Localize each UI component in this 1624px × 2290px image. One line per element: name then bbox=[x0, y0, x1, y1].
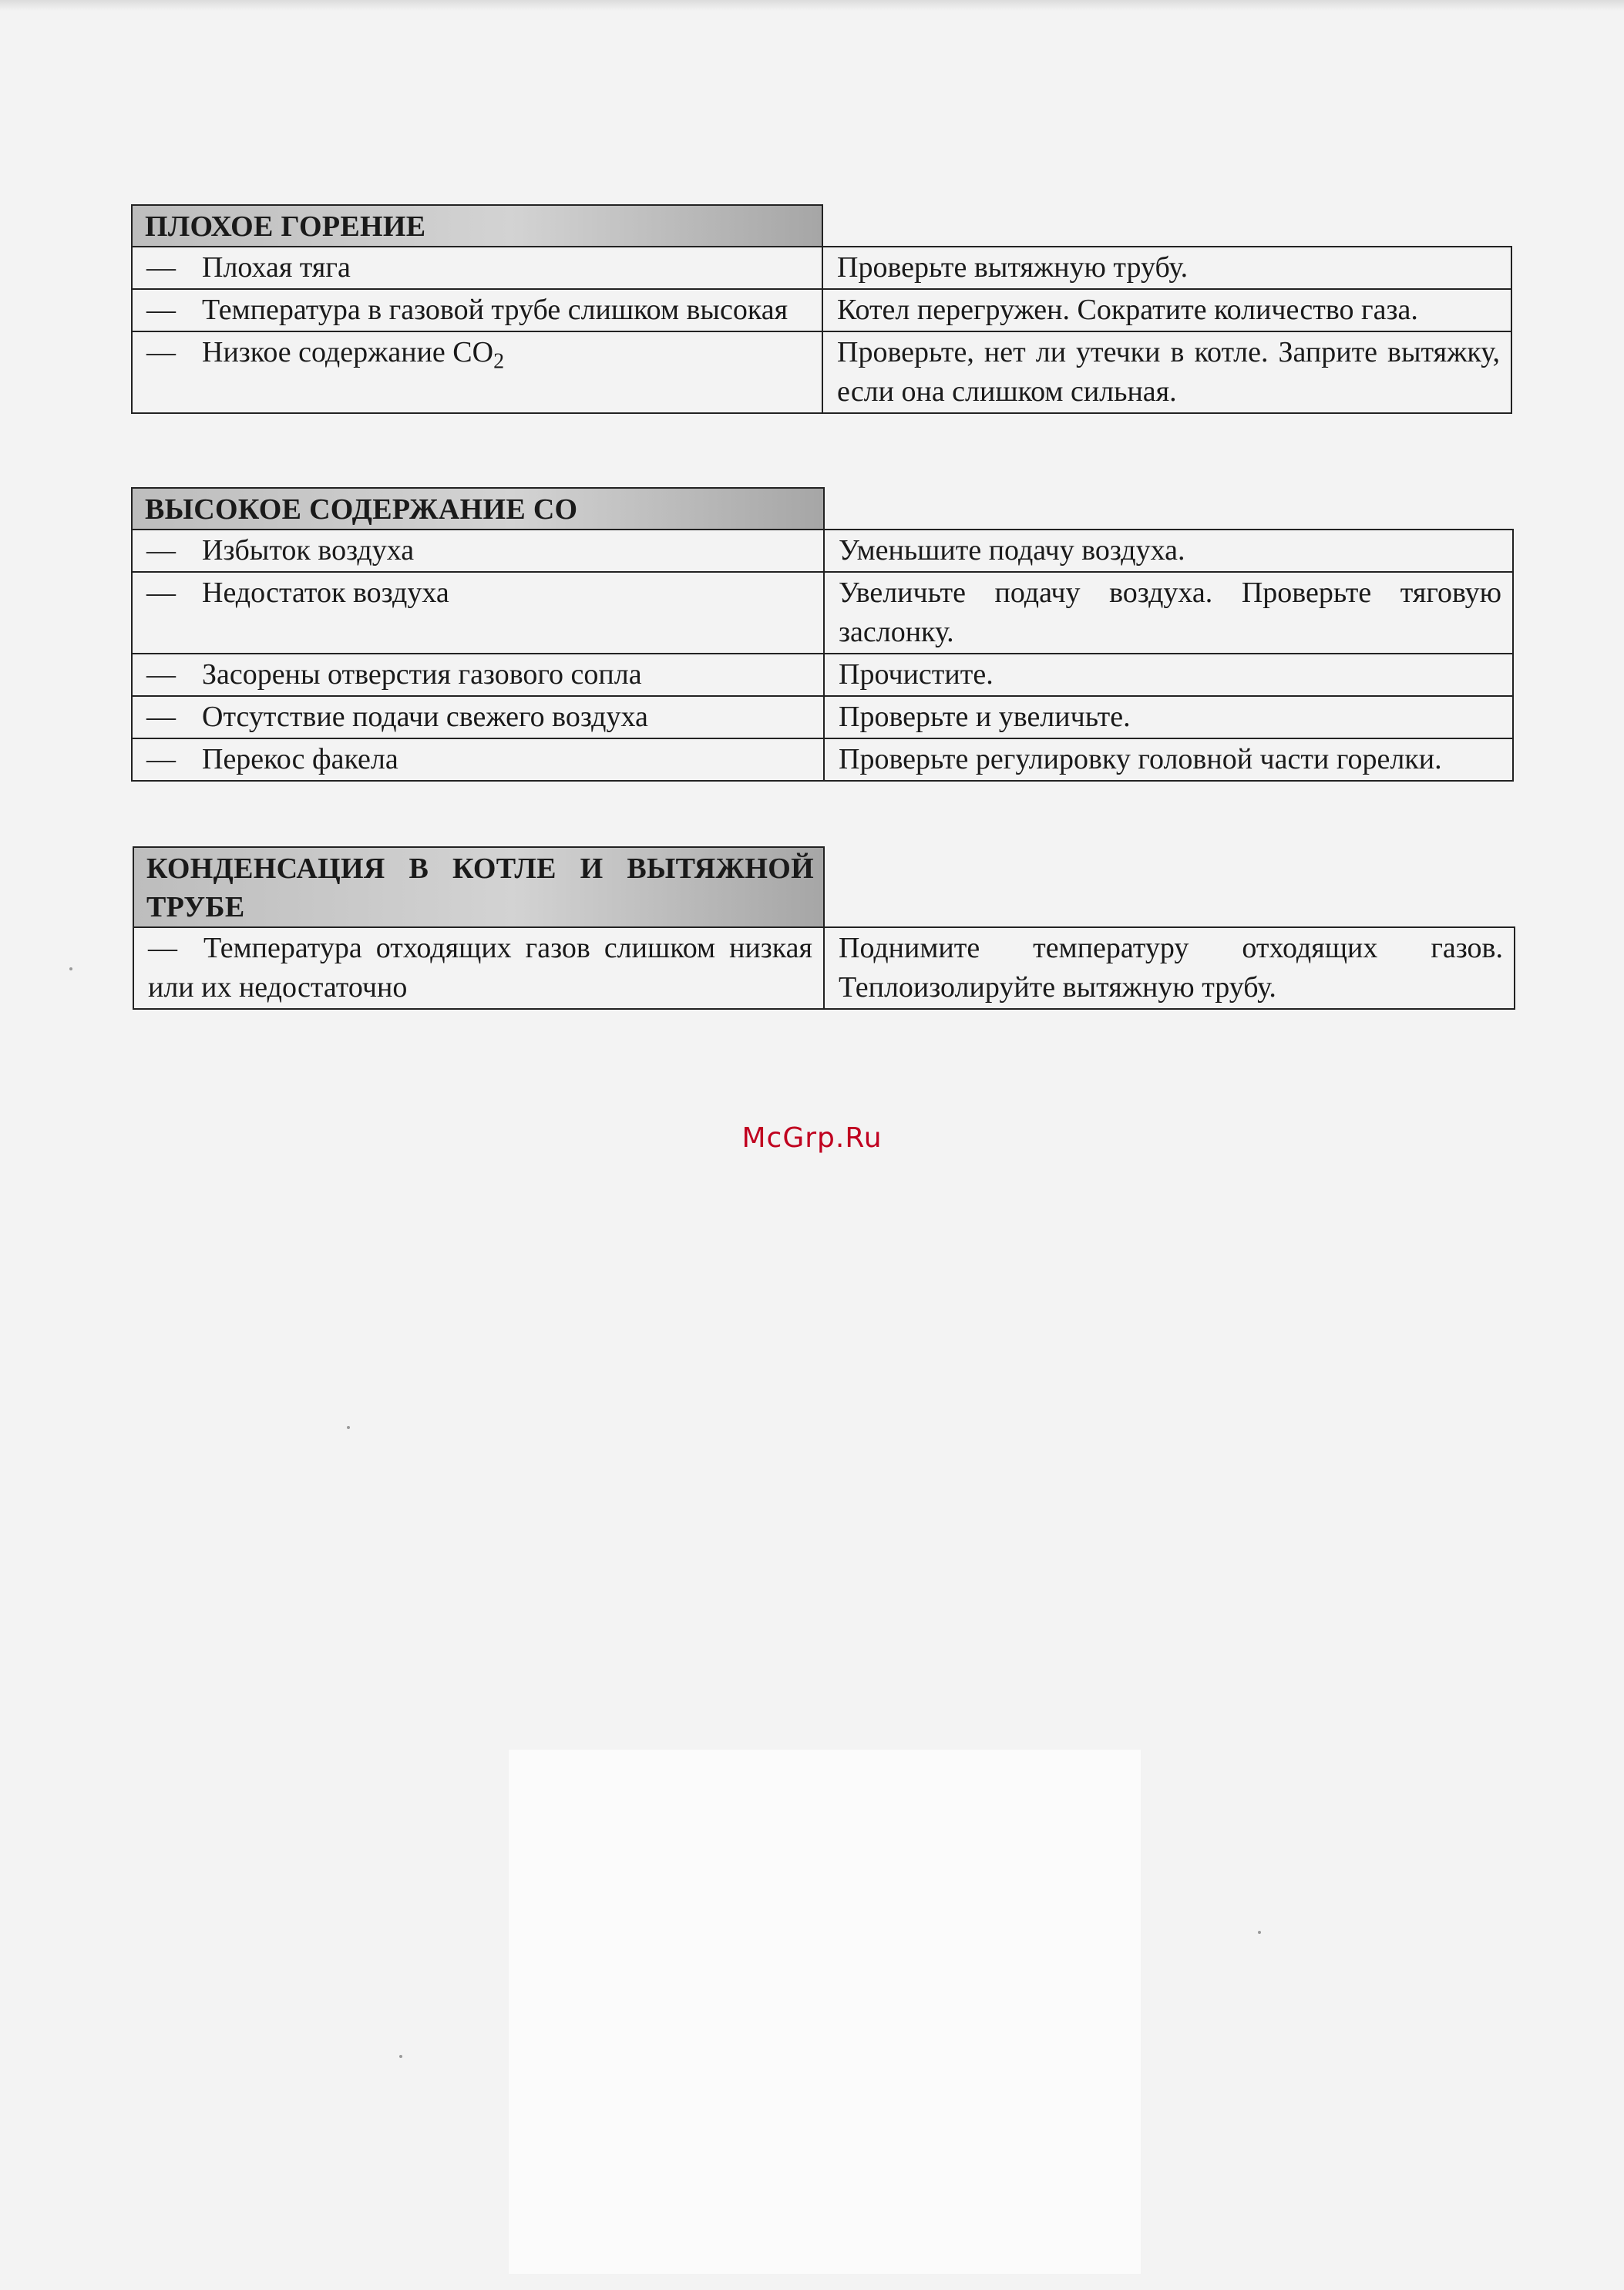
blank-scan-area bbox=[509, 1750, 1141, 2274]
dash-bullet: — bbox=[146, 577, 176, 609]
cause-text: Отсутствие подачи свежего воздуха bbox=[202, 701, 648, 733]
table-row bbox=[132, 738, 1513, 781]
remedy-cell: Котел перегружен. Сократите количество газа. bbox=[822, 289, 1511, 331]
section-title: КОНДЕНСАЦИЯ В КОТЛЕ И ВЫТЯЖНОЙ ТРУБЕ bbox=[133, 847, 824, 927]
remedy-cell: Уменьшите подачу воздуха. bbox=[824, 530, 1513, 572]
table-row bbox=[132, 289, 1511, 331]
table-row bbox=[132, 530, 1513, 572]
table-row bbox=[133, 927, 1515, 1009]
cause-cell bbox=[132, 289, 822, 331]
remedy-cell: Увеличьте подачу воздуха. Проверьте тяговую заслонку. bbox=[824, 572, 1513, 654]
subscript: 2 bbox=[493, 349, 505, 374]
dash-bullet: — bbox=[148, 932, 177, 964]
cause-text: Избыток воздуха bbox=[202, 534, 415, 567]
section-title: ВЫСОКОЕ СОДЕРЖАНИЕ СО bbox=[132, 488, 824, 530]
cause-cell bbox=[132, 738, 824, 781]
dash-bullet: — bbox=[146, 336, 176, 368]
scan-speck bbox=[69, 967, 72, 970]
scan-speck bbox=[1258, 1931, 1261, 1934]
dash-bullet: — bbox=[146, 658, 176, 691]
dash-bullet: — bbox=[146, 743, 176, 775]
dash-bullet: — bbox=[146, 701, 176, 733]
table-row bbox=[132, 331, 1511, 413]
remedy-cell: Проверьте вытяжную трубу. bbox=[822, 247, 1511, 289]
remedy-cell: Прочистите. bbox=[824, 654, 1513, 696]
scan-speck bbox=[347, 1426, 350, 1429]
watermark: McGrp.Ru bbox=[741, 1122, 883, 1154]
cause-text: Плохая тяга bbox=[202, 251, 351, 284]
section-poor-combustion bbox=[131, 204, 1512, 414]
remedy-cell: Поднимите температуру отходящих газов. Теплоизолируйте вытяжную трубу. bbox=[824, 927, 1515, 1009]
scan-edge bbox=[0, 0, 1624, 11]
section-high-co bbox=[131, 487, 1514, 782]
dash-bullet: — bbox=[146, 294, 176, 326]
cause-cell bbox=[132, 696, 824, 738]
remedy-cell: Проверьте регулировку головной части горелки. bbox=[824, 738, 1513, 781]
cause-text: Температура в газовой трубе слишком высокая bbox=[202, 294, 788, 326]
cause-text: Перекос факела bbox=[202, 743, 398, 775]
cause-cell bbox=[132, 247, 822, 289]
scan-speck bbox=[399, 2055, 402, 2058]
cause-text: Засорены отверстия газового сопла bbox=[202, 658, 642, 691]
dash-bullet: — bbox=[146, 534, 176, 567]
cause-cell bbox=[132, 331, 822, 413]
cause-cell bbox=[132, 530, 824, 572]
table-row bbox=[132, 247, 1511, 289]
cause-cell bbox=[132, 654, 824, 696]
remedy-cell: Проверьте и увеличьте. bbox=[824, 696, 1513, 738]
cause-cell bbox=[133, 927, 824, 1009]
section-title: ПЛОХОЕ ГОРЕНИЕ bbox=[132, 205, 822, 247]
cause-text: Низкое содержание СО bbox=[202, 336, 494, 368]
cause-cell bbox=[132, 572, 824, 654]
table-row bbox=[132, 696, 1513, 738]
table-row bbox=[132, 654, 1513, 696]
cause-text: Недостаток воздуха bbox=[202, 577, 449, 609]
section-condensation bbox=[133, 846, 1515, 1010]
cause-text: Температура отходящих газов слишком низкая или их недостаточно bbox=[148, 932, 812, 1004]
table-row bbox=[132, 572, 1513, 654]
dash-bullet: — bbox=[146, 251, 176, 284]
remedy-cell: Проверьте, нет ли утечки в котле. Заприте вытяжку, если она слишком сильная. bbox=[822, 331, 1511, 413]
